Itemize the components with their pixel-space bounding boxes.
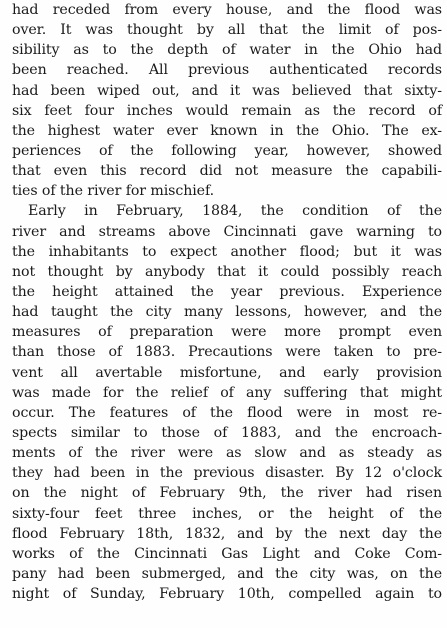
text-line: on the night of February 9th, the river had risen [12, 485, 442, 502]
text-line: was made for the relief of any suffering that might [12, 384, 442, 401]
text-line: ments of the river were as slow and as steady as [12, 445, 442, 462]
text-line: not thought by anybody that it could possibly reach [12, 263, 442, 280]
text-line: had receded from every house, and the flood was [12, 2, 442, 18]
text-line: pany had been submerged, and the city was, on the [12, 565, 442, 582]
text-line: been reached. All previous authenticated records [12, 62, 442, 79]
text-line: the highest water ever known in the Ohio. The ex- [12, 122, 442, 139]
text-line: they had been in the previous disaster. By 12 o'clock [12, 465, 442, 482]
text-line: the height attained the year previous. Experience [12, 283, 442, 300]
text-line: measures of preparation were more prompt even [12, 324, 442, 341]
text-line: than those of 1883. Precautions were taken to pre- [12, 344, 442, 361]
text-line: periences of the following year, however, showed [12, 142, 442, 159]
text-line: river and streams above Cincinnati gave warning to [12, 223, 442, 240]
text-line: night of Sunday, February 10th, compelled again to [12, 586, 442, 603]
text-line: vent all avertable misfortune, and early provision [12, 364, 442, 381]
text-line: spects similar to those of 1883, and the encroach- [12, 424, 442, 441]
text-line: sixty-four feet three inches, or the height of the [12, 505, 442, 522]
text-line: Early in February, 1884, the condition of the [28, 203, 442, 220]
text-line: that even this record did not measure the capabili- [12, 163, 442, 180]
text-line: over. It was thought by all that the limit of pos- [12, 22, 442, 39]
text-line: flood February 18th, 1832, and by the next day the [12, 525, 442, 542]
text-line: occur. The features of the flood were in most re- [12, 404, 442, 421]
text-line: six feet four inches would remain as the record of [12, 102, 442, 119]
text-line: sibility as to the depth of water in the Ohio had [12, 42, 442, 59]
text-line: the inhabitants to expect another flood; but it was [12, 243, 442, 260]
text-line: ties of the river for mischief. [12, 183, 215, 200]
text-line: had taught the city many lessons, however, and the [12, 304, 442, 321]
text-line: works of the Cincinnati Gas Light and Coke Com- [12, 545, 442, 562]
text-line: had been wiped out, and it was believed that sixty- [12, 82, 442, 99]
